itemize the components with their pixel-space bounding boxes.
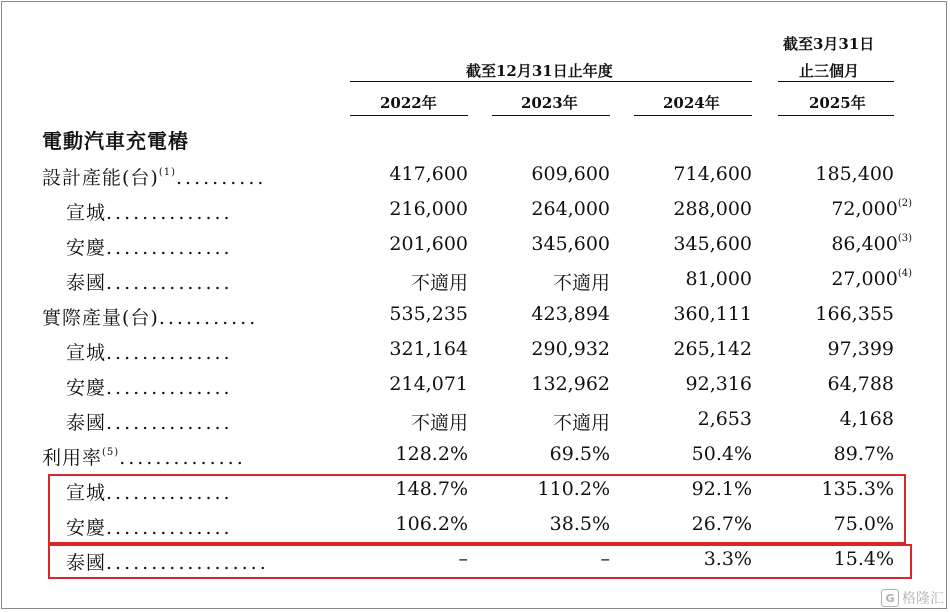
table-cell [828, 373, 894, 395]
row-label-text: 宣城 [66, 202, 107, 224]
table-cell [531, 198, 610, 220]
q1-header-rule [778, 81, 894, 82]
table-cell [831, 268, 912, 290]
table-cell [538, 478, 610, 500]
row-label [42, 443, 246, 470]
table-cell [704, 548, 752, 570]
row-leader-dots: ........... [158, 307, 259, 329]
cell-footnote-marker: (4) [897, 268, 912, 279]
watermark-text: 格隆汇 [902, 591, 944, 607]
row-label-text: 泰國 [66, 272, 107, 294]
cell-value: 15.4% [833, 548, 894, 570]
row-leader-dots: .......... [176, 167, 267, 189]
cell-footnote-marker: (2) [897, 198, 912, 209]
cell-value: 148.7% [395, 478, 468, 500]
cell-value: 3.3% [703, 548, 752, 570]
cell-value: 89.7% [833, 443, 894, 465]
table-cell [834, 513, 894, 535]
cell-value: 714,600 [673, 163, 752, 185]
table-cell [692, 478, 752, 500]
table-cell [673, 198, 752, 220]
table-cell [550, 443, 610, 465]
table-cell [834, 548, 894, 570]
table-cell [389, 163, 468, 185]
cell-value: 92.1% [691, 478, 752, 500]
cell-value: 417,600 [389, 163, 468, 185]
row-label-text: 安慶 [66, 237, 107, 259]
table-cell [698, 408, 752, 430]
cell-value: 92,316 [685, 373, 752, 395]
cell-value: 不適用 [410, 272, 468, 294]
gelonghui-logo-icon: G [881, 589, 899, 607]
cell-value: 110.2% [537, 478, 610, 500]
table-cell [531, 233, 610, 255]
table-cell [553, 268, 610, 295]
row-label [66, 408, 233, 435]
table-cell [389, 303, 468, 325]
row-label [66, 338, 233, 365]
row-leader-dots: .............. [106, 272, 233, 294]
row-label-text: 實際產量(台) [42, 307, 159, 329]
table-cell [692, 443, 752, 465]
cell-value: 216,000 [389, 198, 468, 220]
row-leader-dots: .............. [106, 237, 233, 259]
table-cell [459, 548, 469, 570]
row-label [66, 548, 269, 575]
table-cell [411, 268, 468, 295]
cell-value: 81,000 [685, 268, 752, 290]
year-rule-2024 [634, 115, 752, 116]
row-label [66, 478, 233, 505]
table-cell [531, 373, 610, 395]
cell-value: 609,600 [531, 163, 610, 185]
cell-value: 345,600 [531, 233, 610, 255]
row-leader-dots: .............. [106, 377, 233, 399]
table-cell [673, 233, 752, 255]
cell-value: – [600, 548, 610, 570]
year-rule-2022 [350, 115, 468, 116]
cell-value: 321,164 [389, 338, 468, 360]
row-label-text: 設計產能(台) [42, 167, 159, 189]
row-label-text: 泰國 [66, 552, 107, 574]
cell-value: 201,600 [389, 233, 468, 255]
cell-value: 72,000 [831, 198, 898, 220]
table-cell [396, 478, 468, 500]
row-label-text: 安慶 [66, 517, 107, 539]
table-cell [815, 163, 894, 185]
year-header-2022: 2022年 [380, 94, 437, 112]
table-cell [831, 198, 912, 220]
section-title: 電動汽車充電樁 [42, 129, 189, 153]
cell-value: 97,399 [827, 338, 894, 360]
q1-header-line2: 止三個月 [799, 62, 860, 80]
row-label [66, 373, 233, 400]
table-cell [692, 513, 752, 535]
row-label [42, 163, 266, 190]
table-cell [673, 303, 752, 325]
cell-value: 38.5% [549, 513, 610, 535]
table-cell [553, 408, 610, 435]
year-header-2023: 2023年 [521, 94, 578, 112]
table-cell [389, 233, 468, 255]
row-label-text: 宣城 [66, 482, 107, 504]
cell-value: 288,000 [673, 198, 752, 220]
row-label-text: 泰國 [66, 412, 107, 434]
table-cell [531, 303, 610, 325]
row-label-text: 利用率 [42, 447, 103, 469]
row-label [66, 513, 233, 540]
cell-value: 不適用 [410, 412, 468, 434]
row-leader-dots: .............. [106, 412, 233, 434]
table-cell [531, 338, 610, 360]
cell-value: 不適用 [552, 412, 610, 434]
table-cell [531, 163, 610, 185]
cell-value: 535,235 [389, 303, 468, 325]
table-cell [396, 513, 468, 535]
table-cell [550, 513, 610, 535]
cell-value: 2,653 [697, 408, 752, 430]
table-cell [389, 198, 468, 220]
row-label [66, 198, 233, 225]
watermark [881, 588, 944, 608]
cell-value: 69.5% [549, 443, 610, 465]
row-label-text: 宣城 [66, 342, 107, 364]
cell-value: 75.0% [833, 513, 894, 535]
cell-footnote-marker: (3) [897, 233, 912, 244]
row-label [66, 233, 233, 260]
cell-value: 423,894 [531, 303, 610, 325]
cell-value: 26.7% [691, 513, 752, 535]
row-label-text: 安慶 [66, 377, 107, 399]
year-header-2024: 2024年 [663, 94, 720, 112]
cell-value: 4,168 [839, 408, 894, 430]
cell-value: 不適用 [552, 272, 610, 294]
table-cell [686, 373, 752, 395]
cell-value: 106.2% [395, 513, 468, 535]
row-leader-dots: .............. [106, 517, 233, 539]
table-cell [673, 338, 752, 360]
cell-value: – [458, 548, 468, 570]
q1-header-line1: 截至3月31日 [783, 35, 875, 53]
row-leader-dots: .............. [119, 447, 246, 469]
table-cell [601, 548, 611, 570]
cell-value: 166,355 [815, 303, 894, 325]
table-cell [411, 408, 468, 435]
row-label [66, 268, 233, 295]
table-cell [686, 268, 752, 290]
cell-value: 86,400 [831, 233, 898, 255]
table-cell [828, 338, 894, 360]
period-header: 截至12月31日止年度 [466, 62, 613, 80]
table-cell [834, 443, 894, 465]
year-rule-2025 [778, 115, 894, 116]
cell-value: 132,962 [531, 373, 610, 395]
cell-value: 135.3% [821, 478, 894, 500]
table-cell [815, 303, 894, 325]
row-leader-dots: .............. [106, 482, 233, 504]
table-cell [396, 443, 468, 465]
year-header-2025: 2025年 [809, 94, 866, 112]
row-label [42, 303, 258, 330]
cell-value: 290,932 [531, 338, 610, 360]
cell-value: 27,000 [831, 268, 898, 290]
table-cell [389, 338, 468, 360]
table-cell [389, 373, 468, 395]
cell-value: 265,142 [673, 338, 752, 360]
row-leader-dots: .................. [106, 552, 269, 574]
cell-value: 214,071 [389, 373, 468, 395]
row-footnote-marker: (1) [158, 167, 176, 178]
year-rule-2023 [492, 115, 610, 116]
cell-value: 185,400 [815, 163, 894, 185]
period-header-rule [350, 81, 752, 82]
cell-value: 345,600 [673, 233, 752, 255]
table-cell [673, 163, 752, 185]
row-leader-dots: .............. [106, 342, 233, 364]
table-cell [822, 478, 894, 500]
row-footnote-marker: (5) [102, 447, 120, 458]
cell-value: 64,788 [827, 373, 894, 395]
cell-value: 50.4% [691, 443, 752, 465]
table-cell [831, 233, 912, 255]
table-cell [840, 408, 894, 430]
cell-value: 360,111 [673, 303, 752, 325]
cell-value: 264,000 [531, 198, 610, 220]
cell-value: 128.2% [395, 443, 468, 465]
row-leader-dots: .............. [106, 202, 233, 224]
